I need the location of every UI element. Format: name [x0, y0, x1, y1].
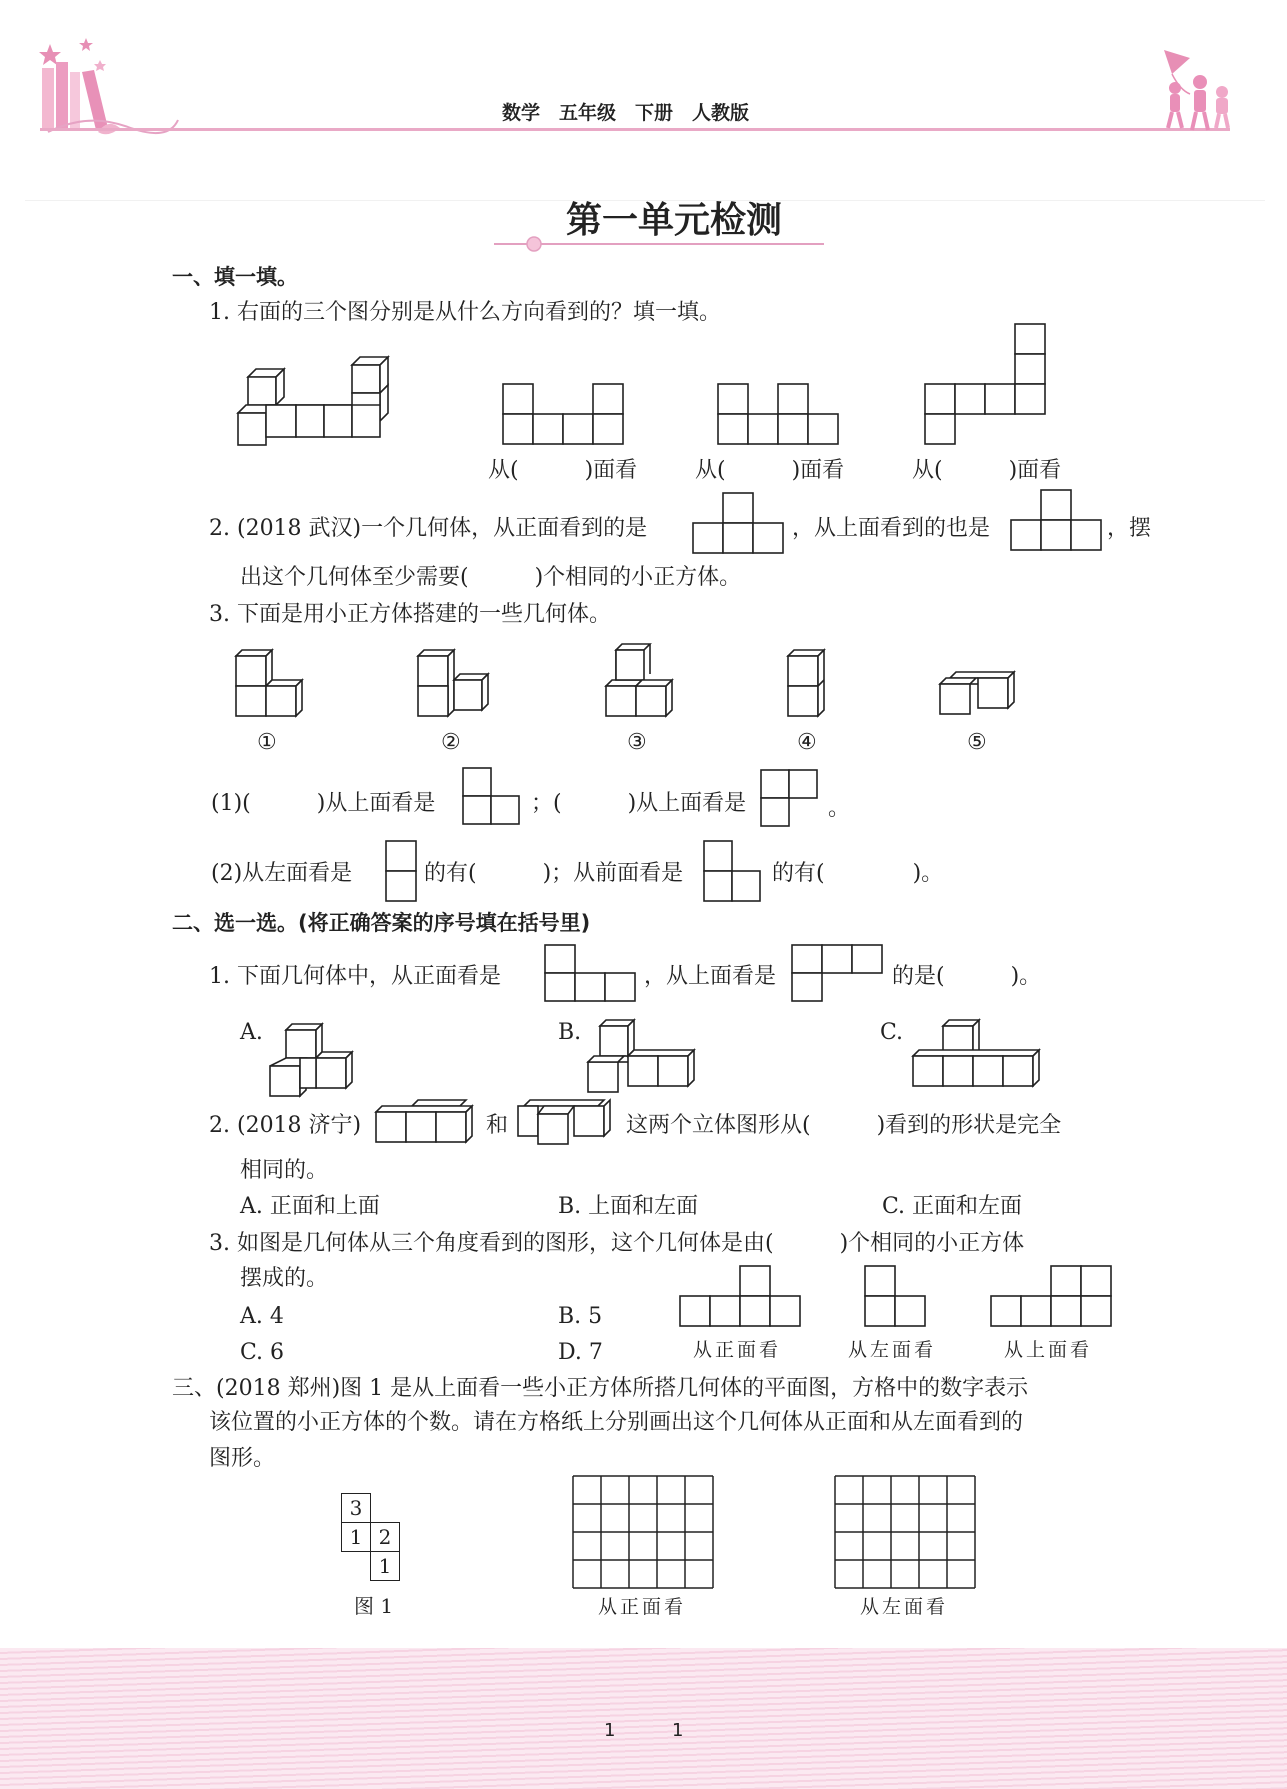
- s1-q1-text: 1. 右面的三个图分别是从什么方向看到的？填一填。: [209, 300, 721, 325]
- s2-q2-part2: 和: [486, 1113, 509, 1138]
- fig-cell: [370, 1551, 400, 1581]
- s2-q1-opt-a[interactable]: A.: [240, 1020, 263, 1045]
- s1-q3-text: 3. 下面是用小正方体搭建的一些几何体。: [209, 602, 611, 627]
- s2-q2-solid-1: [376, 1100, 476, 1156]
- q3-label-3: ③: [627, 730, 647, 755]
- q3-solid-4: [788, 648, 848, 728]
- q1-view-3: [925, 324, 1055, 452]
- s2-q3-view-top-label: 从上面看: [1004, 1339, 1093, 1361]
- header-rule: [40, 128, 1230, 131]
- s3-line2: 该位置的小正方体的个数。请在方格纸上分别画出这个几何体从正面和从左面看到的: [209, 1410, 1024, 1435]
- section2-heading: 二、选一选。(将正确答案的序号填在括号里): [172, 911, 591, 935]
- q1-blank-3[interactable]: 从( )面看: [912, 458, 1062, 483]
- s2-q3-view-left-label: 从左面看: [848, 1339, 937, 1361]
- s2-q1-front-view: [545, 945, 641, 1009]
- s2-q1-opt-c[interactable]: C.: [880, 1020, 904, 1045]
- q1-blank-1[interactable]: 从( )面看: [488, 458, 638, 483]
- q3-label-2: ②: [441, 730, 461, 755]
- s2-q3-opt-c[interactable]: C. 6: [240, 1340, 285, 1365]
- s2-q2-line2: 相同的。: [240, 1158, 329, 1183]
- header-decoration-left: [38, 32, 188, 142]
- fig-cell: [341, 1522, 371, 1552]
- s3-line1: 三、(2018 郑州)图 1 是从上面看一些小正方体所搭几何体的平面图，方格中的数字表示: [172, 1376, 1029, 1401]
- s2-q3-opt-a[interactable]: A. 4: [240, 1304, 284, 1329]
- s3-grid-front[interactable]: [573, 1476, 719, 1590]
- s2-q3-line2: 摆成的。: [240, 1266, 329, 1291]
- q1-blank-2[interactable]: 从( )面看: [695, 458, 845, 483]
- s2-q1-solid-a: [270, 1020, 370, 1116]
- q3-sub2-a: (2)从左面看是: [211, 861, 353, 886]
- s1-q2-part3: ，摆: [1107, 516, 1152, 541]
- q1-view-2: [718, 384, 848, 448]
- q3-sub1-c: 。: [828, 796, 851, 821]
- q3-label-4: ④: [797, 730, 817, 755]
- q2-top-view: [1011, 490, 1107, 554]
- q3-solid-2: [418, 648, 498, 728]
- q3-sub1-b[interactable]: ；( )从上面看是: [531, 791, 747, 816]
- q3-label-5: ⑤: [967, 730, 987, 755]
- s3-line3: 图形。: [209, 1446, 276, 1471]
- page-title: 第一单元检测: [566, 199, 783, 241]
- q1-3d-figure: [238, 357, 398, 457]
- page-number-left: 1: [604, 1720, 616, 1741]
- s1-q2-part1: 2. (2018 武汉)一个几何体，从正面看到的是: [209, 516, 648, 541]
- q3-sub1-shape-b: [761, 770, 825, 834]
- s3-grid-front-label: 从正面看: [598, 1596, 687, 1618]
- s3-figure-label: 图 1: [354, 1594, 394, 1618]
- s2-q2-part3[interactable]: 这两个立体图形从( )看到的形状是完全: [626, 1113, 1062, 1138]
- title-underline: [494, 238, 824, 254]
- q3-sub2-shape-b: [704, 841, 768, 905]
- s2-q3-view-front-label: 从正面看: [693, 1339, 782, 1361]
- q3-sub1-a[interactable]: (1)( )从上面看是: [211, 791, 436, 816]
- fig-num: 1: [349, 1525, 363, 1549]
- q3-sub2-c[interactable]: 的有( )。: [772, 861, 944, 886]
- header-book-info: 数学 五年级 下册 人教版: [502, 102, 750, 124]
- s2-q2-opt-a[interactable]: A. 正面和上面: [240, 1194, 380, 1219]
- section1-heading: 一、填一填。: [172, 265, 298, 289]
- s2-q1-solid-c: [913, 1018, 1043, 1098]
- s2-q2-opt-c[interactable]: C. 正面和左面: [882, 1194, 1023, 1219]
- s2-q1-part3[interactable]: 的是( )。: [892, 964, 1042, 989]
- grid-lines: [573, 1476, 713, 1588]
- s2-q3-view-top: [991, 1266, 1115, 1330]
- fig-cell: [341, 1493, 371, 1523]
- fig-num: 1: [378, 1554, 392, 1578]
- q3-solid-1: [236, 648, 316, 728]
- header-decoration-right: [1150, 50, 1250, 130]
- s2-q2-opt-b[interactable]: B. 上面和左面: [558, 1194, 699, 1219]
- q3-sub2-shape-a: [386, 841, 422, 905]
- fig-num: 3: [349, 1496, 363, 1520]
- s2-q3-line1[interactable]: 3. 如图是几何体从三个角度看到的图形，这个几何体是由( )个相同的小正方体: [209, 1231, 1025, 1256]
- q3-solid-5: [940, 670, 1030, 730]
- s2-q3-view-front: [680, 1266, 804, 1330]
- s1-q2-line2[interactable]: 出这个几何体至少需要( )个相同的小正方体。: [240, 565, 742, 590]
- grid-lines: [835, 1476, 975, 1588]
- s2-q3-opt-d[interactable]: D. 7: [558, 1340, 603, 1365]
- fig-num: 2: [378, 1525, 392, 1549]
- s2-q1-part1: 1. 下面几何体中，从正面看是: [209, 964, 501, 989]
- q3-solid-3: [606, 642, 686, 722]
- fig-cell: [370, 1522, 400, 1552]
- q3-label-1: ①: [257, 730, 277, 755]
- s1-q2-part2: ，从上面看到的也是: [792, 516, 991, 541]
- s2-q1-top-view: [792, 945, 888, 1009]
- q3-sub2-b[interactable]: 的有( )；从前面看是: [424, 861, 684, 886]
- footer-band: [0, 1648, 1287, 1789]
- q1-view-1: [503, 384, 633, 448]
- s2-q2-part1: 2. (2018 济宁): [209, 1113, 362, 1138]
- s2-q3-view-left: [865, 1266, 929, 1330]
- s3-figure-1: [341, 1493, 405, 1585]
- s2-q3-opt-b[interactable]: B. 5: [558, 1304, 603, 1329]
- s3-grid-left[interactable]: [835, 1476, 981, 1590]
- s2-q1-opt-b[interactable]: B.: [558, 1020, 582, 1045]
- s2-q1-part2: ，从上面看是: [644, 964, 777, 989]
- s2-q2-solid-2: [518, 1100, 618, 1156]
- page-number-right: 1: [672, 1720, 684, 1741]
- q3-sub1-shape-a: [463, 768, 527, 832]
- q2-front-view: [693, 493, 789, 557]
- s3-grid-left-label: 从左面看: [860, 1596, 949, 1618]
